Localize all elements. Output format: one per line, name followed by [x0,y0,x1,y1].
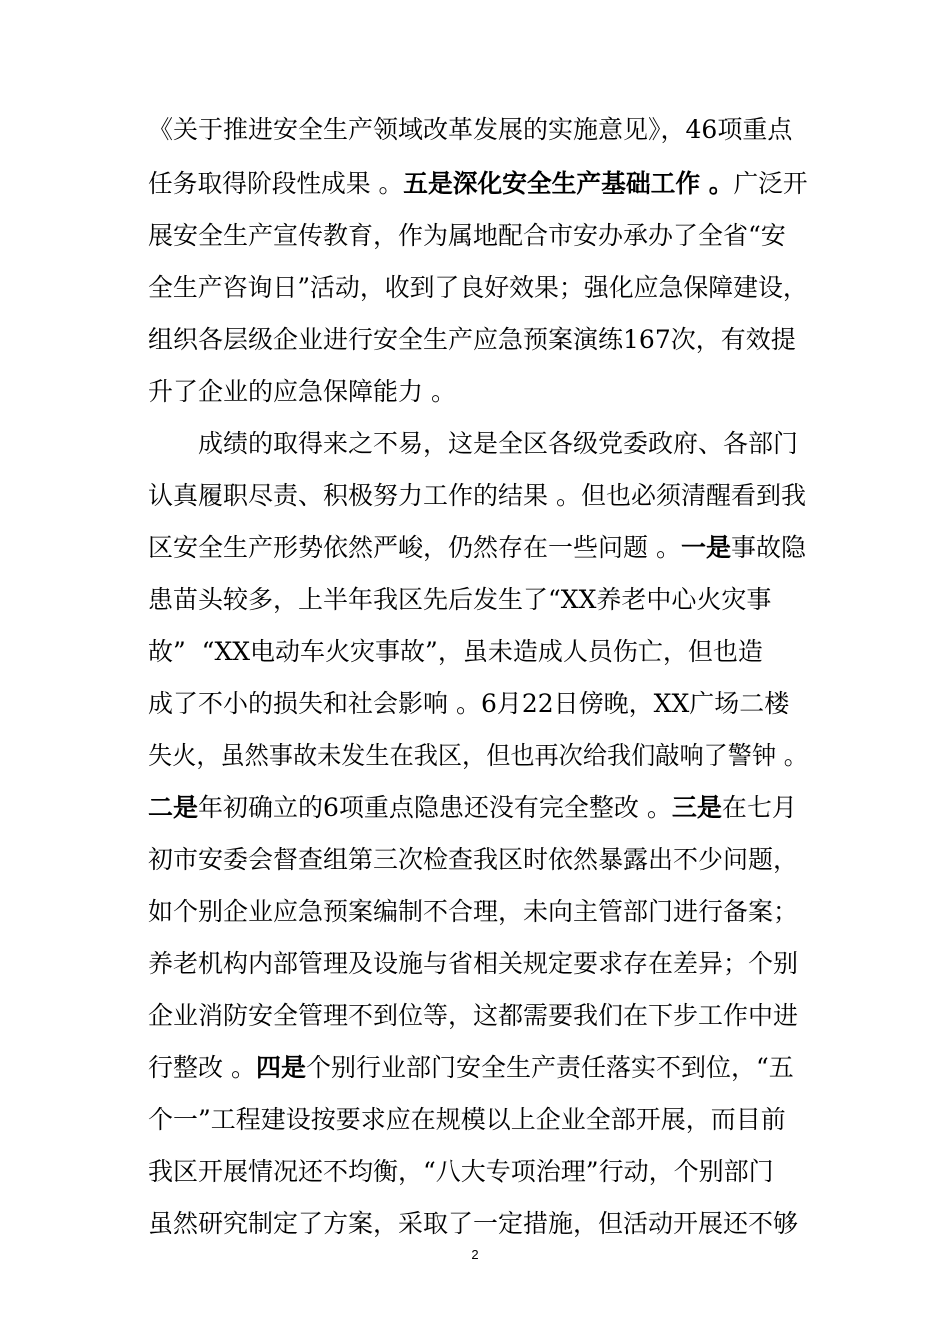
text-line [148,218,808,254]
text-segment: 如个别企业应急预案编制不合理，未向主管部门进行备案； [148,897,799,926]
text-segment: 区安全生产形势依然严峻，仍然存在一些问题 。 [148,533,681,562]
text-line [148,998,808,1034]
text-segment: 故” “XX电动车火灾事故”，虽未造成人员伤亡，但也造 [148,637,763,666]
text-line [148,1050,808,1086]
text-segment: 任务取得阶段性成果 。 [148,169,404,198]
text-segment: 升了企业的应急保障能力 。 [148,377,456,406]
bold-text-segment: 五是深化安全生产基础工作 。 [403,169,734,198]
text-line [148,634,808,670]
text-line [148,946,808,982]
text-segment: 全生产咨询日”活动，收到了良好效果；强化应急保障建设， [148,273,808,302]
text-line [148,582,808,618]
text-line [148,1154,808,1190]
text-line [148,894,808,930]
text-segment: 个别行业部门安全生产责任落实不到位，“五 [305,1053,794,1082]
text-segment: 组织各层级企业进行安全生产应急预案演练167次，有效提 [148,325,796,354]
text-line [148,270,808,306]
text-line [148,1206,808,1242]
text-segment: 初市安委会督查组第三次检查我区时依然暴露出不少问题， [148,845,799,874]
text-segment: 行整改 。 [148,1053,256,1082]
text-line [148,322,808,358]
text-line [198,426,808,462]
text-line [148,790,808,826]
bold-text-segment: 四是 [255,1053,306,1082]
page-number: 2 [471,1247,479,1262]
text-segment: 失火，虽然事故未发生在我区，但也再次给我们敲响了警钟 。 [148,741,808,770]
text-line [148,112,808,148]
text-segment: 《关于推进安全生产领域改革发展的实施意见》，46项重点 [148,115,793,144]
text-segment: 成绩的取得来之不易，这是全区各级党委政府、各部门 [198,429,799,458]
text-segment: 展安全生产宣传教育，作为属地配合市安办承办了全省“安 [148,221,786,250]
text-segment: 在七月 [721,793,797,822]
text-line [148,166,808,202]
text-segment: 广泛开 [733,169,808,198]
text-segment: 患苗头较多，上半年我区先后发生了“XX养老中心火灾事 [148,585,772,614]
bold-text-segment: 一是 [680,533,731,562]
text-segment: 事故隐 [730,533,806,562]
text-line [148,1102,808,1138]
text-segment: 个一”工程建设按要求应在规模以上企业全部开展，而目前 [148,1105,786,1134]
text-line [148,738,808,774]
text-segment: 养老机构内部管理及设施与省相关规定要求存在差异；个别 [148,949,799,978]
text-line [148,478,808,514]
text-line [148,842,808,878]
text-segment: 年初确立的6项重点隐患还没有完全整改 。 [198,793,672,822]
text-segment: 虽然研究制定了方案，采取了一定措施，但活动开展还不够 [148,1209,799,1238]
bold-text-segment: 二是 [148,793,199,822]
bold-text-segment: 三是 [671,793,722,822]
text-segment: 认真履职尽责、积极努力工作的结果 。但也必须清醒看到我 [148,481,806,510]
text-line [148,374,808,410]
text-segment: 企业消防安全管理不到位等，这都需要我们在下步工作中进 [148,1001,799,1030]
text-line [148,530,808,566]
text-segment: 我区开展情况还不均衡，“八大专项治理”行动，个别部门 [148,1157,774,1186]
text-line [148,686,808,722]
text-segment: 成了不小的损失和社会影响 。6月22日傍晚，XX广场二楼 [148,689,790,718]
